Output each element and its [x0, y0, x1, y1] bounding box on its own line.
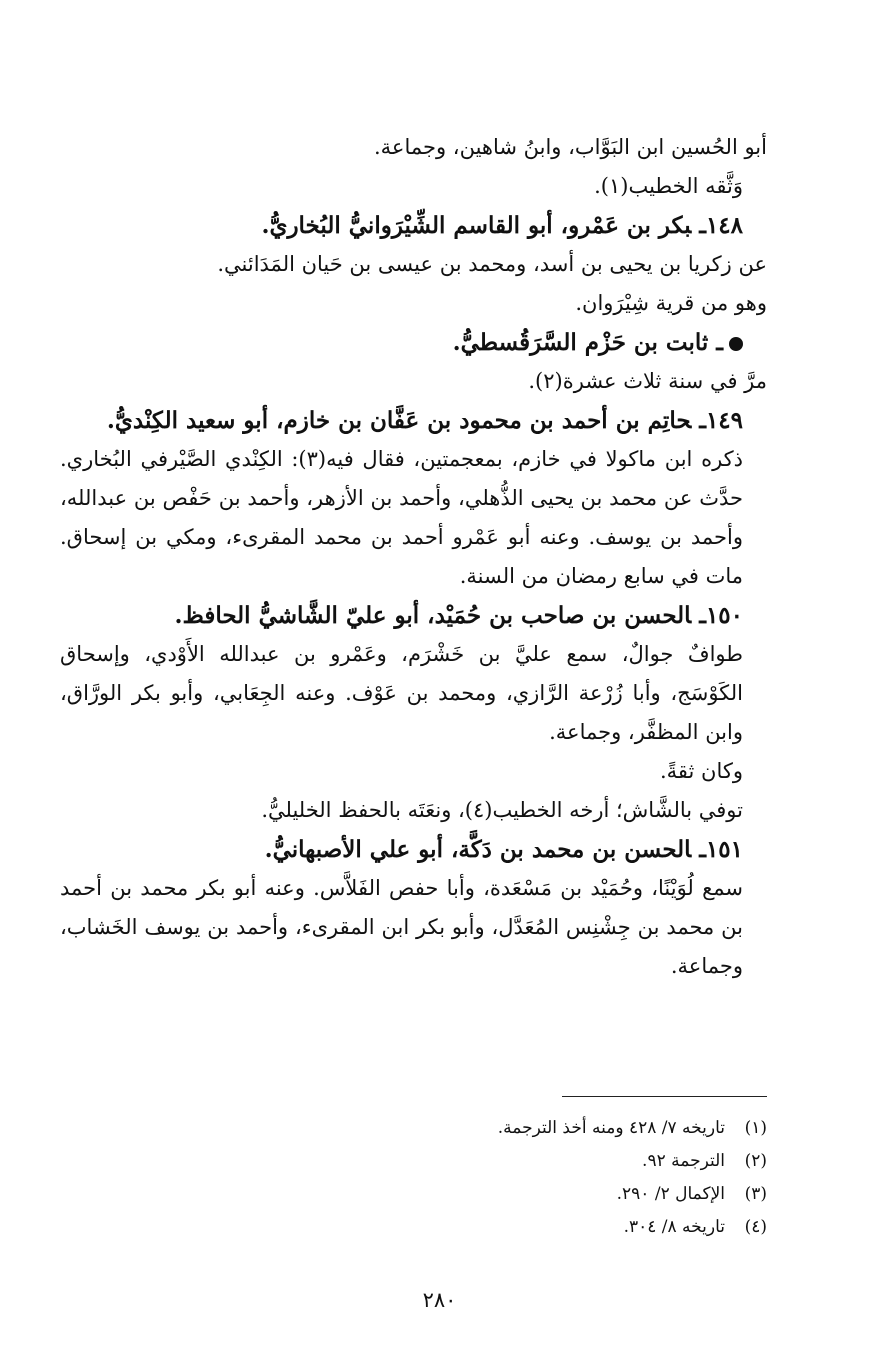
paragraph: توفي بالشَّاش؛ أرخه الخطيب(٤)، ونعَتَه بالحفظ الخليليُّ. — [261, 798, 743, 822]
entry-title: ثابت بن حَزْم السَّرَقُسطيُّ. — [452, 329, 709, 356]
footnote-text: الترجمة ٩٢. — [642, 1151, 725, 1171]
entry-heading-150 — [60, 596, 767, 635]
main-text — [60, 128, 767, 986]
footnote-number: (٣) — [744, 1184, 767, 1204]
paragraph: وَثَّقه الخطيب(١). — [594, 174, 743, 198]
footnote-text: تاريخه ٨/ ٣٠٤. — [623, 1217, 725, 1237]
entry-heading-thabit: ـ ثابت بن حَزْم السَّرَقُسطيُّ. — [60, 323, 767, 362]
entry-number: ١٤٨ـ — [699, 212, 743, 239]
footnotes — [200, 1112, 767, 1244]
paragraph: وهو من قرية شِيْرَوان. — [575, 291, 767, 315]
footnote-number: (٤) — [744, 1217, 767, 1237]
footnote — [200, 1112, 767, 1145]
paragraph: وكان ثقةً. — [659, 759, 743, 783]
entry-title: الحسن بن محمد بن دَكَّة، أبو علي الأصبهانيُّ. — [264, 836, 692, 863]
entry-heading-151 — [60, 830, 767, 869]
entry-number: ١٥١ـ — [699, 836, 743, 863]
paragraph: طوافٌ جوالٌ، سمع عليَّ بن خَشْرَم، وعَمْرو بن عبدالله الأَوْدي، وإسحاق الكَوْسَج، وأبا زُرْعة الرَّازي، ومحمد بن عَوْف. وعنه الجِعَابي، وأبو بكر الورَّاق، وابن المظفَّر، وجماعة. — [60, 642, 743, 744]
entry-title: بكر بن عَمْرو، أبو القاسم الشِّيْرَوانيُّ البُخاريُّ. — [261, 212, 692, 239]
paragraph: سمع لُوَيْنًا، وحُمَيْد بن مَسْعَدة، وأبا حفص الفَلاَّس. وعنه أبو بكر محمد بن أحمد بن محمد بن جِشْنِس المُعَدَّل، وأبو بكر ابن المقرىء، وأحمد بن يوسف الخَشاب، وجماعة. — [60, 876, 743, 978]
entry-number: ١٤٩ـ — [699, 407, 743, 434]
paragraph: ذكره ابن ماكولا في خازم، بمعجمتين، فقال فيه(٣): الكِنْدي الصَّيْرفي البُخاري. حدَّث عن محمد بن يحيى الذُّهلي، وأحمد بن الأزهر، وأحمد بن حَفْص بن عبدالله، وأحمد بن يوسف. وعنه أبو عَمْرو أحمد بن محمد المقرىء، ومكي بن إسحاق. مات في سابع رمضان من السنة. — [60, 447, 744, 588]
entry-heading-149 — [60, 401, 767, 440]
footnote — [200, 1211, 767, 1244]
page-number: ٢٨٠ — [422, 1288, 457, 1312]
paragraph: مرَّ في سنة ثلاث عشرة(٢). — [528, 369, 767, 393]
entry-number: ١٥٠ـ — [699, 602, 743, 629]
footnote-number: (١) — [744, 1118, 767, 1138]
footnote — [200, 1145, 767, 1178]
footnote-text: الإكمال ٢/ ٢٩٠. — [616, 1184, 725, 1204]
footnote-number: (٢) — [744, 1151, 767, 1171]
bullet-icon — [729, 337, 743, 351]
paragraph: أبو الحُسين ابن البَوَّاب، وابنُ شاهين، وجماعة. — [374, 135, 767, 159]
entry-heading-148 — [60, 206, 767, 245]
entry-title: حاتِم بن أحمد بن محمود بن عَفَّان بن خازم، أبو سعيد الكِنْديُّ. — [106, 407, 692, 434]
entry-title: الحسن بن صاحب بن حُمَيْد، أبو عليّ الشَّاشيُّ الحافظ. — [174, 602, 692, 629]
footnote-text: تاريخه ٧/ ٤٢٨ ومنه أخذ الترجمة. — [497, 1118, 725, 1138]
paragraph: عن زكريا بن يحيى بن أسد، ومحمد بن عيسى بن حَيان المَدَائني. — [217, 252, 767, 276]
footnote-divider — [562, 1096, 767, 1097]
footnote — [200, 1178, 767, 1211]
